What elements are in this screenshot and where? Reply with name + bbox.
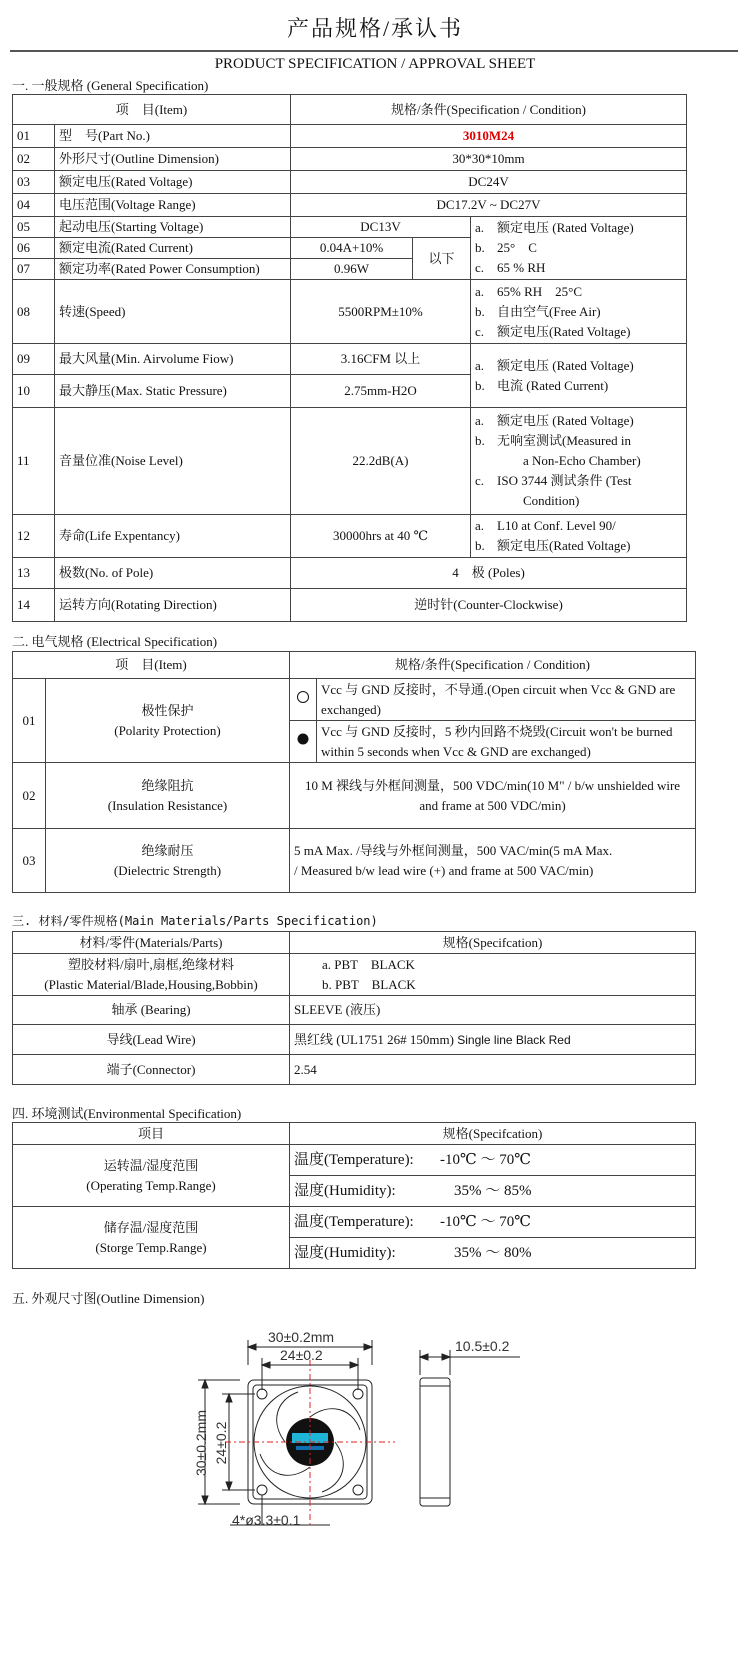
dim-height-label: 30±0.2mm [193,1409,209,1477]
row-number: 14 [13,589,55,622]
row-value: 2.75mm-H2O [291,375,471,408]
condition-text: a Non-Echo Chamber) [523,453,641,468]
dim-hole-vertical-label: 24±0.2 [213,1421,229,1465]
row-value: 22.2dB(A) [291,408,471,515]
row-item: 寿命(Life Expentancy) [55,515,291,558]
condition-text: 65% RH 25°C [497,283,583,299]
row-value: 30000hrs at 40 ℃ [291,515,471,558]
open-circuit-spec: Vcc 与 GND 反接时，不导通.(Open circuit when Vcc & GND are exchanged) [317,679,696,721]
row-item: 电压范围(Voltage Range) [55,194,291,217]
table-row [13,280,687,344]
part-name: 导线(Lead Wire) [13,1025,290,1055]
table-row [13,408,687,515]
part-spec: 黑红线 (UL1751 26# 150mm) Single line Black Red [290,1025,696,1055]
condition-cell: a. 额定电压 (Rated Voltage) b. 25° C c. 65 % RH [471,217,687,280]
row-value: 30*30*10mm [291,148,687,171]
row-number: 02 [13,763,46,829]
table-row [13,1207,696,1238]
dim-holes-label: 4*ø3.3±0.1 [232,1512,301,1528]
table-header-row [13,932,696,954]
table-row [13,996,696,1025]
condition-text: L10 at Conf. Level 90/ [497,518,616,533]
row-number: 13 [13,558,55,589]
row-value: 3.16CFM 以上 [291,344,471,375]
row-item: 绝缘阻抗 (Insulation Resistance) [46,763,290,829]
condition-text: 自由空气(Free Air) [497,303,601,319]
storage-humidity: 湿度(Humidity): 35% ～ 80% [290,1238,696,1269]
materials-spec-table [12,931,696,1085]
col-spec-header: 规格(Specifcation) [290,932,696,954]
condition-cell: a. 65% RH 25°C b. 自由空气(Free Air) c. 额定电压(Rated Voltage) [471,280,687,344]
title-divider [10,50,738,52]
condition-cell: a. 额定电压 (Rated Voltage) b. 无响室测试(Measured in a Non-Echo Chamber) c. ISO 3744 测试条件 (Test Condition) [471,408,687,515]
table-row [13,217,687,238]
condition-text: 额定电压(Rated Voltage) [497,538,631,553]
table-row [13,148,687,171]
col-part-header: 材料/零件(Materials/Parts) [13,932,290,954]
row-number: 01 [13,125,55,148]
table-row [13,125,687,148]
row-number: 06 [13,238,55,259]
storage-range-item: 储存温/湿度范围 (Storge Temp.Range) [13,1207,290,1269]
dielectric-spec: 5 mA Max. /导线与外框间测量，500 VAC/min(5 mA Max. / Measured b/w lead wire (+) and frame at 500 VAC/min) [290,829,696,893]
col-item-header: 项 目(Item) [13,95,291,125]
row-number: 05 [13,217,55,238]
condition-text: 电流 (Rated Current) [497,377,609,393]
col-spec-header: 规格/条件(Specification / Condition) [290,652,696,679]
dim-hole-spacing-label: 24±0.2 [280,1347,323,1363]
col-spec-header: 规格/条件(Specification / Condition) [291,95,687,125]
col-spec-header: 规格(Specifcation) [290,1123,696,1145]
part-spec: a. PBT BLACK b. PBT BLACK [290,954,696,996]
row-item: 起动电压(Starting Voltage) [55,217,291,238]
row-value: DC24V [291,171,687,194]
condition-text: 无响室测试(Measured in [497,433,631,448]
electrical-spec-heading: 二. 电气规格 (Electrical Specification) [12,634,218,649]
row-item: 极性保护 (Polarity Protection) [46,679,290,763]
outline-dimension-heading: 五. 外观尺寸图(Outline Dimension) [12,1291,205,1306]
storage-temperature: 温度(Temperature): -10℃ ～ 70℃ [290,1207,696,1238]
condition-text: Condition) [523,493,580,508]
dim-width-label: 30±0.2mm [268,1329,335,1345]
row-item: 运转方向(Rotating Direction) [55,589,291,622]
row-value: DC13V [291,217,471,238]
col-item-header: 项 目(Item) [13,652,290,679]
table-row [13,194,687,217]
row-item: 额定电压(Rated Voltage) [55,171,291,194]
condition-text: 25° C [497,240,537,255]
row-item: 转速(Speed) [55,280,291,344]
table-row [13,829,696,893]
table-row [13,558,687,589]
row-number: 10 [13,375,55,408]
row-number: 08 [13,280,55,344]
row-number: 12 [13,515,55,558]
row-number: 01 [13,679,46,763]
col-item-header: 项目 [13,1123,290,1145]
table-row [13,171,687,194]
operating-humidity: 湿度(Humidity): 35% ～ 85% [290,1176,696,1207]
part-spec: 2.54 [290,1055,696,1085]
row-number: 07 [13,259,55,280]
filled-circle-icon [290,721,317,763]
table-header-row [13,652,696,679]
operating-temperature: 温度(Temperature): -10℃ ～ 70℃ [290,1145,696,1176]
row-item: 额定电流(Rated Current) [55,238,291,259]
condition-text: 额定电压 (Rated Voltage) [497,357,634,373]
burn-protection-spec: Vcc 与 GND 反接时，5 秒内回路不烧毁(Circuit won't be burned within 5 seconds when Vcc & GND are exchanged) [317,721,696,763]
insulation-spec: 10 M 裸线与外框间测量，500 VDC/min(10 M" / b/w unshielded wire and frame at 500 VDC/min) [290,763,696,829]
row-value: 4 极 (Poles) [291,558,687,589]
table-row [13,515,687,558]
condition-text: 65 % RH [497,260,546,275]
materials-spec-heading: 三. 材料/零件规格(Main Materials/Parts Specification) [12,914,378,928]
below-label: 以下 [413,238,471,280]
outline-dimension-drawing [0,1320,750,1660]
table-row [13,954,696,996]
general-spec-table [12,94,687,622]
general-spec-heading: 一. 一般规格 (General Specification) [12,78,209,93]
table-row [13,1025,696,1055]
row-item: 外形尺寸(Outline Dimension) [55,148,291,171]
table-row [13,589,687,622]
part-spec: SLEEVE (液压) [290,996,696,1025]
row-item: 额定功率(Rated Power Consumption) [55,259,291,280]
row-value: 逆时针(Counter-Clockwise) [291,589,687,622]
row-number: 03 [13,829,46,893]
table-header-row [13,95,687,125]
row-item: 最大风量(Min. Airvolume Fiow) [55,344,291,375]
condition-text: 额定电压 (Rated Voltage) [497,413,634,428]
environmental-spec-heading: 四. 环境测试(Environmental Specification) [12,1106,242,1121]
table-row [13,679,696,721]
table-row [13,1055,696,1085]
row-number: 02 [13,148,55,171]
electrical-spec-table [12,651,696,893]
operating-range-item: 运转温/湿度范围 (Operating Temp.Range) [13,1145,290,1207]
table-row [13,1145,696,1176]
dim-depth-label: 10.5±0.2 [455,1338,510,1354]
row-item: 音量位准(Noise Level) [55,408,291,515]
row-item: 最大静压(Max. Static Pressure) [55,375,291,408]
condition-cell: a. 额定电压 (Rated Voltage) b. 电流 (Rated Current) [471,344,687,408]
environmental-spec-table [12,1122,696,1269]
part-name: 端子(Connector) [13,1055,290,1085]
condition-text: ISO 3744 测试条件 (Test [497,473,632,488]
condition-cell: a. L10 at Conf. Level 90/ b. 额定电压(Rated Voltage) [471,515,687,558]
row-value: DC17.2V ~ DC27V [291,194,687,217]
table-row [13,763,696,829]
row-item: 极数(No. of Pole) [55,558,291,589]
condition-text: 额定电压 (Rated Voltage) [497,220,634,235]
table-header-row [13,1123,696,1145]
part-name: 塑胶材料/扇叶,扇框,绝缘材料 (Plastic Material/Blade,Housing,Bobbin) [13,954,290,996]
condition-text: 额定电压(Rated Voltage) [497,323,631,339]
row-number: 09 [13,344,55,375]
row-number: 03 [13,171,55,194]
row-value: 0.96W [291,259,413,280]
row-number: 11 [13,408,55,515]
row-item: 绝缘耐压 (Dielectric Strength) [46,829,290,893]
table-row [13,344,687,375]
open-circle-icon [290,679,317,721]
document-subtitle: PRODUCT SPECIFICATION / APPROVAL SHEET [214,56,536,72]
row-value: 0.04A+10% [291,238,413,259]
document-title: 产品规格/承认书 [286,16,464,41]
part-name: 轴承 (Bearing) [13,996,290,1025]
row-number: 04 [13,194,55,217]
row-value: 5500RPM±10% [291,280,471,344]
part-number-value: 3010M24 [291,125,687,148]
row-item: 型 号(Part No.) [55,125,291,148]
